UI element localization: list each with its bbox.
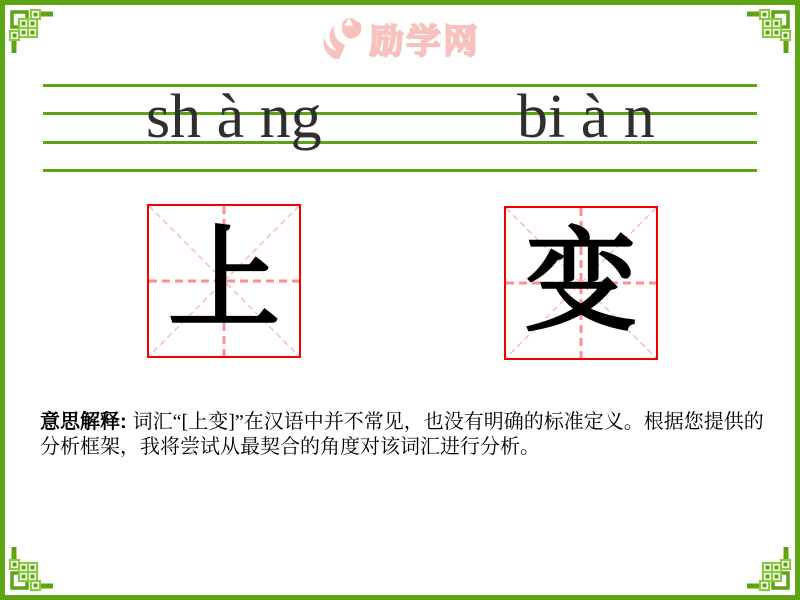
logo-text: 励学网 <box>369 23 481 61</box>
site-watermark-logo <box>320 14 481 63</box>
pinyin-word-bian: bi à n <box>517 83 655 151</box>
character-grid-box-bian <box>504 206 658 360</box>
fox-swirl-icon <box>320 17 364 61</box>
hanzi-shang: 上 <box>168 219 280 343</box>
fret-pattern-icon <box>5 547 53 595</box>
character-grid-box-shang <box>147 204 301 358</box>
definition-label: 意思解释: <box>40 411 127 433</box>
corner-ornament-top-left <box>5 5 53 53</box>
corner-ornament-top-right <box>747 5 795 53</box>
fret-pattern-icon <box>5 5 53 53</box>
corner-ornament-bottom-left <box>5 547 53 595</box>
corner-ornament-bottom-right <box>747 547 795 595</box>
definition-paragraph <box>40 410 764 460</box>
pinyin-word-shang: sh à ng <box>146 83 322 151</box>
fret-pattern-icon <box>747 547 795 595</box>
fret-pattern-icon <box>747 5 795 53</box>
definition-body: 词汇“[上变]”在汉语中并不常见，也没有明确的标准定义。根据您提供的分析框架，我将尝试从最契合的角度对该词汇进行分析。 <box>40 411 764 458</box>
hanzi-bian: 变 <box>525 221 637 345</box>
pinyin-staff-line-4 <box>43 169 757 172</box>
